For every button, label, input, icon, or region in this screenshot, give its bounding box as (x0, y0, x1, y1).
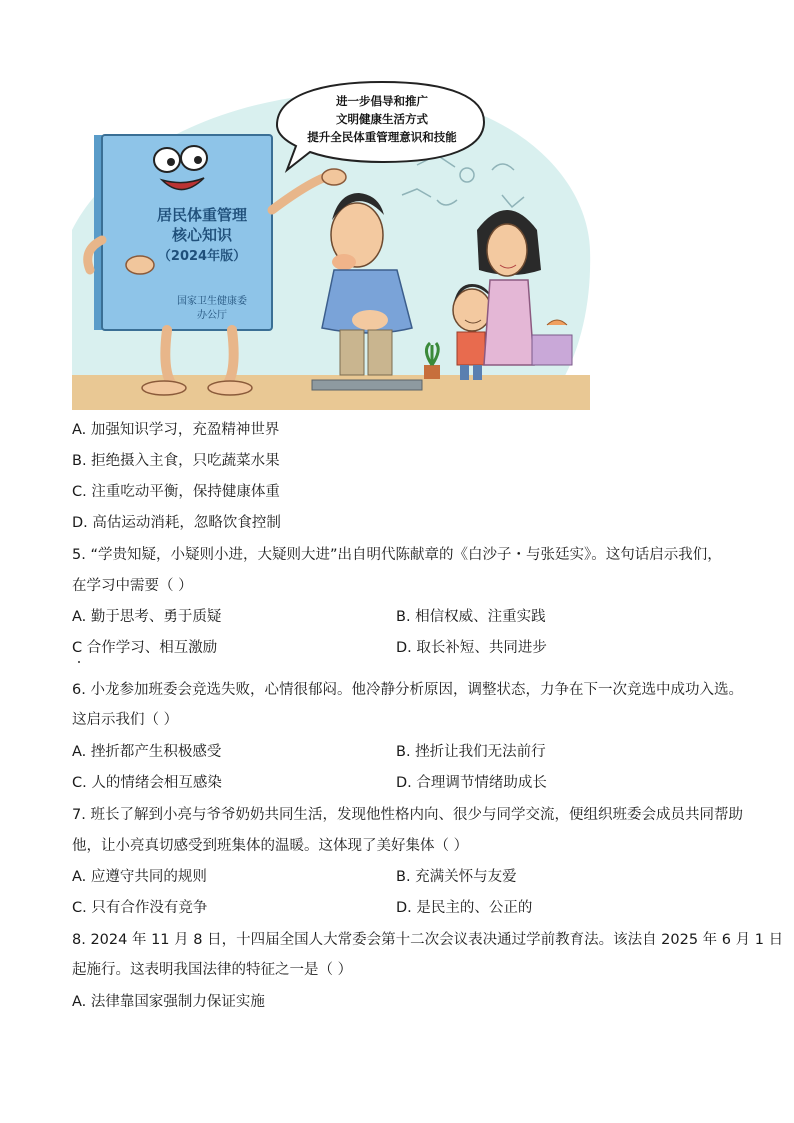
q6-stem-line-2: 这启示我们（ ） (72, 712, 179, 728)
q7-stem-line-2: 他，让小亮真切感受到班集体的温暖。这体现了美好集体（ ） (72, 838, 469, 854)
book-title-line-3: （2024年版） (157, 249, 247, 264)
q5-option-b: B. 相信权威、注重实践 (396, 609, 546, 625)
book-publisher-line-1: 国家卫生健康委 (177, 296, 247, 307)
q5-stem-line-2: 在学习中需要（ ） (72, 578, 193, 594)
bubble-line-1: 进一步倡导和推广 (336, 94, 428, 108)
q7-option-a: A. 应遵守共同的规则 (72, 869, 207, 885)
q7-stem-line-1: 7. 班长了解到小亮与爷爷奶奶共同生活，发现他性格内向、很少与同学交流，便组织班委会成员共同帮助 (72, 807, 743, 823)
q8-stem-line-1: 8. 2024 年 11 月 8 日，十四届全国人大常委会第十二次会议表决通过学前教育法。该法自 2025 年 6 月 1 日 (72, 932, 784, 948)
bubble-line-2: 文明健康生活方式 (336, 112, 428, 126)
q4-option-a: A. 加强知识学习，充盈精神世界 (72, 422, 280, 438)
q6-stem-line-1: 6. 小龙参加班委会竞选失败，心情很郁闷。他冷静分析原因，调整状态，力争在下一次竞选中成功入选。 (72, 682, 743, 698)
q4-option-d: D. 高估运动消耗，忽略饮食控制 (72, 515, 281, 531)
book-title-line-1: 居民体重管理 (156, 206, 248, 224)
q4-option-b: B. 拒绝摄入主食，只吃蔬菜水果 (72, 453, 280, 469)
q6-option-d: D. 合理调节情绪助成长 (396, 775, 547, 791)
q5-option-a: A. 勤于思考、勇于质疑 (72, 609, 222, 625)
bubble-line-3: 提升全民体重管理意识和技能 (307, 130, 457, 144)
health-poster-illustration (72, 80, 592, 410)
q5-stem-line-1: 5. “学贵知疑，小疑则小进，大疑则大进”出自明代陈献章的《白沙子・与张廷实》。这句话启示我们， (72, 547, 722, 563)
q5-option-d: D. 取长补短、共同进步 (396, 640, 547, 656)
stray-dot (78, 661, 80, 663)
q6-option-c: C. 人的情绪会相互感染 (72, 775, 222, 791)
q4-option-c: C. 注重吃动平衡，保持健康体重 (72, 484, 280, 500)
book-title-line-2: 核心知识 (171, 226, 233, 244)
q7-option-b: B. 充满关怀与友爱 (396, 869, 517, 885)
q6-option-a: A. 挫折都产生积极感受 (72, 744, 222, 760)
q8-stem-line-2: 起施行。这表明我国法律的特征之一是（ ） (72, 962, 353, 978)
q7-option-c: C. 只有合作没有竞争 (72, 900, 208, 916)
q5-option-c: C 合作学习、相互激励 (72, 640, 218, 656)
q7-option-d: D. 是民主的、公正的 (396, 900, 533, 916)
book-publisher-line-2: 办公厅 (197, 310, 227, 321)
q6-option-b: B. 挫折让我们无法前行 (396, 744, 546, 760)
q8-option-a: A. 法律靠国家强制力保证实施 (72, 994, 265, 1010)
